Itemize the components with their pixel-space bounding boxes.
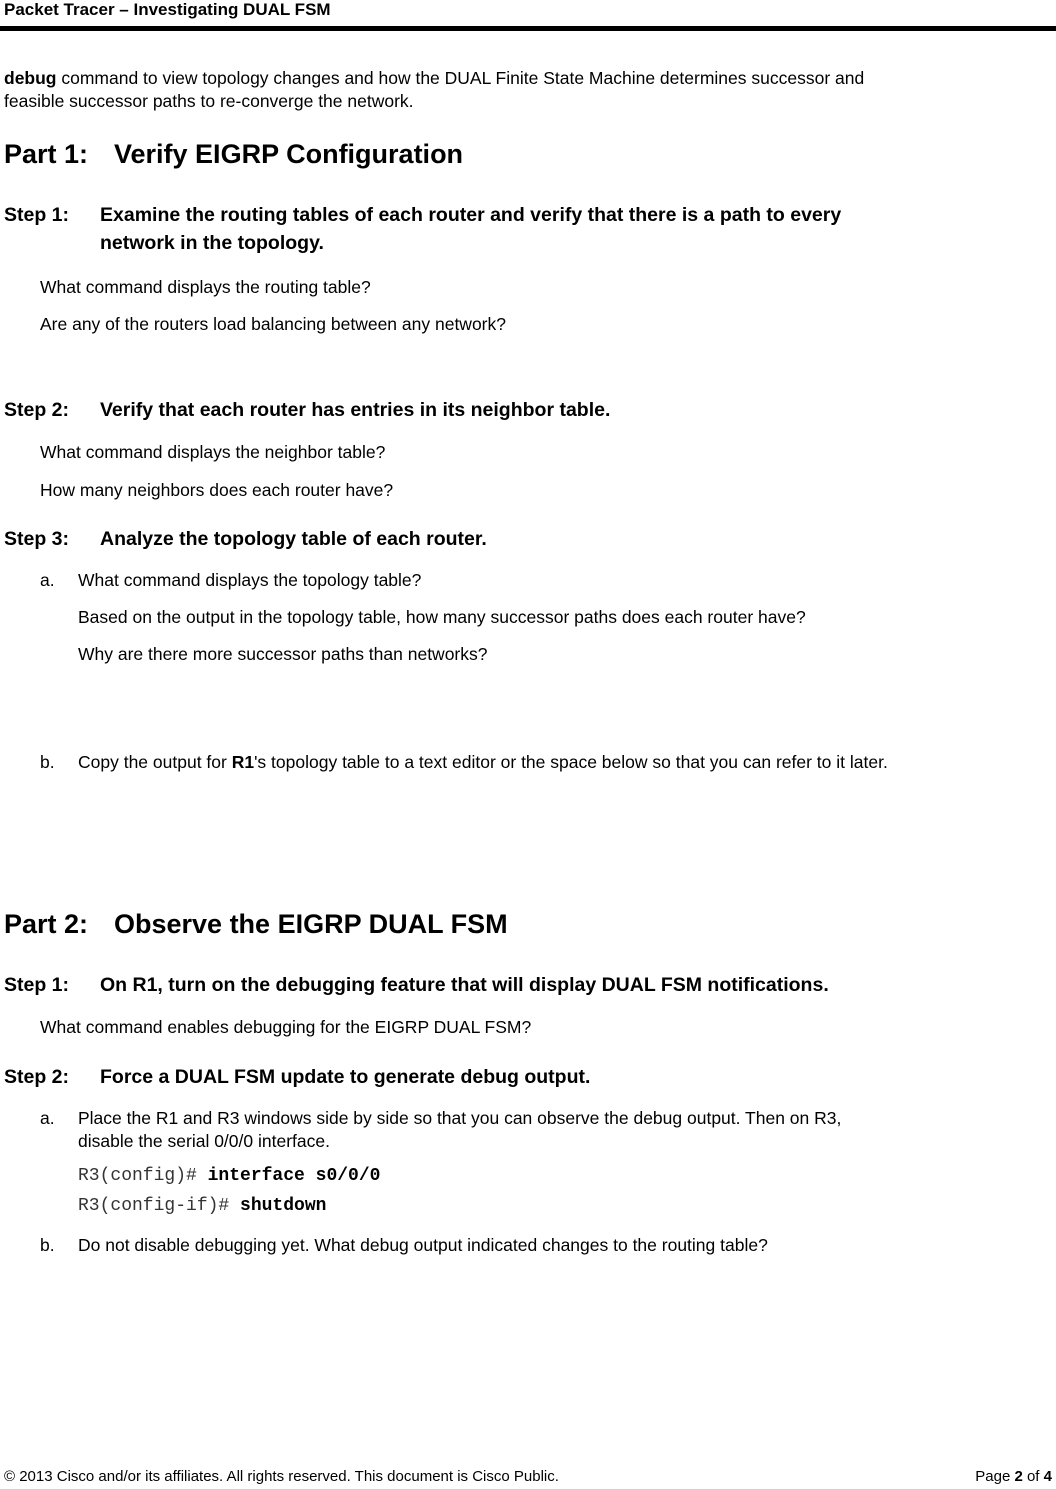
command: shutdown (240, 1196, 327, 1216)
prompt: R3(config)# (78, 1166, 208, 1186)
step-number: Step 3: (4, 528, 70, 550)
command-line (78, 1196, 326, 1216)
item-label-a: a. (40, 1108, 55, 1128)
question: What command enables debugging for the EIGRP DUAL FSM? (40, 1017, 532, 1037)
text: Page (975, 1468, 1015, 1485)
step-title: On R1, turn on the debugging feature that will display DUAL FSM notifications. (100, 974, 829, 996)
step-number: Step 1: (4, 204, 70, 226)
question: How many neighbors does each router have? (40, 480, 394, 500)
p1-step2-heading (4, 397, 610, 423)
part1-heading (4, 139, 463, 170)
item-label-b: b. (40, 1235, 55, 1255)
text: of (1022, 1468, 1044, 1485)
intro-line2: feasible successor paths to re-converge the network. (4, 91, 414, 111)
intro-line1 (4, 67, 864, 89)
text: 's topology table to a text editor or the space below so that you can refer to it later. (254, 752, 888, 772)
command: interface s0/0/0 (207, 1166, 381, 1186)
prompt: R3(config-if)# (78, 1196, 241, 1216)
header-title: Packet Tracer – Investigating DUAL FSM (4, 0, 331, 19)
question: What command displays the neighbor table? (40, 442, 386, 462)
step-number: Step 2: (4, 399, 70, 421)
p2-step2-heading (4, 1064, 590, 1090)
step-number: Step 1: (4, 974, 70, 996)
p1-step3-heading (4, 526, 487, 552)
part-number: Part 1: (4, 139, 89, 169)
item-label-b: b. (40, 752, 55, 772)
part-title: Observe the EIGRP DUAL FSM (114, 909, 508, 939)
intro-text: command to view topology changes and how the DUAL Finite State Machine determines successor and (56, 68, 865, 88)
question: Are any of the routers load balancing between any network? (40, 314, 506, 334)
part-number: Part 2: (4, 909, 89, 939)
step-title: Verify that each router has entries in its neighbor table. (100, 399, 611, 421)
step-title: Analyze the topology table of each router. (100, 528, 487, 550)
debug-keyword: debug (4, 68, 57, 88)
question: Do not disable debugging yet. What debug output indicated changes to the routing table? (78, 1235, 768, 1255)
question: What command displays the routing table? (40, 277, 371, 297)
page-number (975, 1468, 1052, 1485)
question: What command displays the topology table? (78, 570, 422, 590)
current-page: 2 (1014, 1468, 1023, 1485)
step-number: Step 2: (4, 1066, 70, 1088)
step-title: Examine the routing tables of each router and verify that there is a path to every (100, 204, 842, 226)
question: Based on the output in the topology table, how many successor paths does each router have? (78, 607, 806, 627)
instruction: disable the serial 0/0/0 interface. (78, 1131, 330, 1151)
item-label-a: a. (40, 570, 55, 590)
step-title: Force a DUAL FSM update to generate debug output. (100, 1066, 591, 1088)
question (78, 751, 888, 773)
command-line (78, 1166, 380, 1186)
header-rule (0, 26, 1056, 31)
p2-step1-heading (4, 972, 829, 998)
part2-heading (4, 909, 508, 940)
part-title: Verify EIGRP Configuration (114, 139, 464, 169)
text: Copy the output for (78, 752, 232, 772)
router-name: R1 (231, 752, 255, 772)
p1-step1-heading (4, 202, 841, 228)
question: Why are there more successor paths than networks? (78, 644, 488, 664)
instruction: Place the R1 and R3 windows side by side so that you can observe the debug output. Then on R3, (78, 1108, 842, 1128)
p1-step1-heading-line2: network in the topology. (100, 232, 324, 254)
footer-copyright: © 2013 Cisco and/or its affiliates. All rights reserved. This document is Cisco Public. (4, 1468, 559, 1485)
total-pages: 4 (1043, 1468, 1052, 1485)
